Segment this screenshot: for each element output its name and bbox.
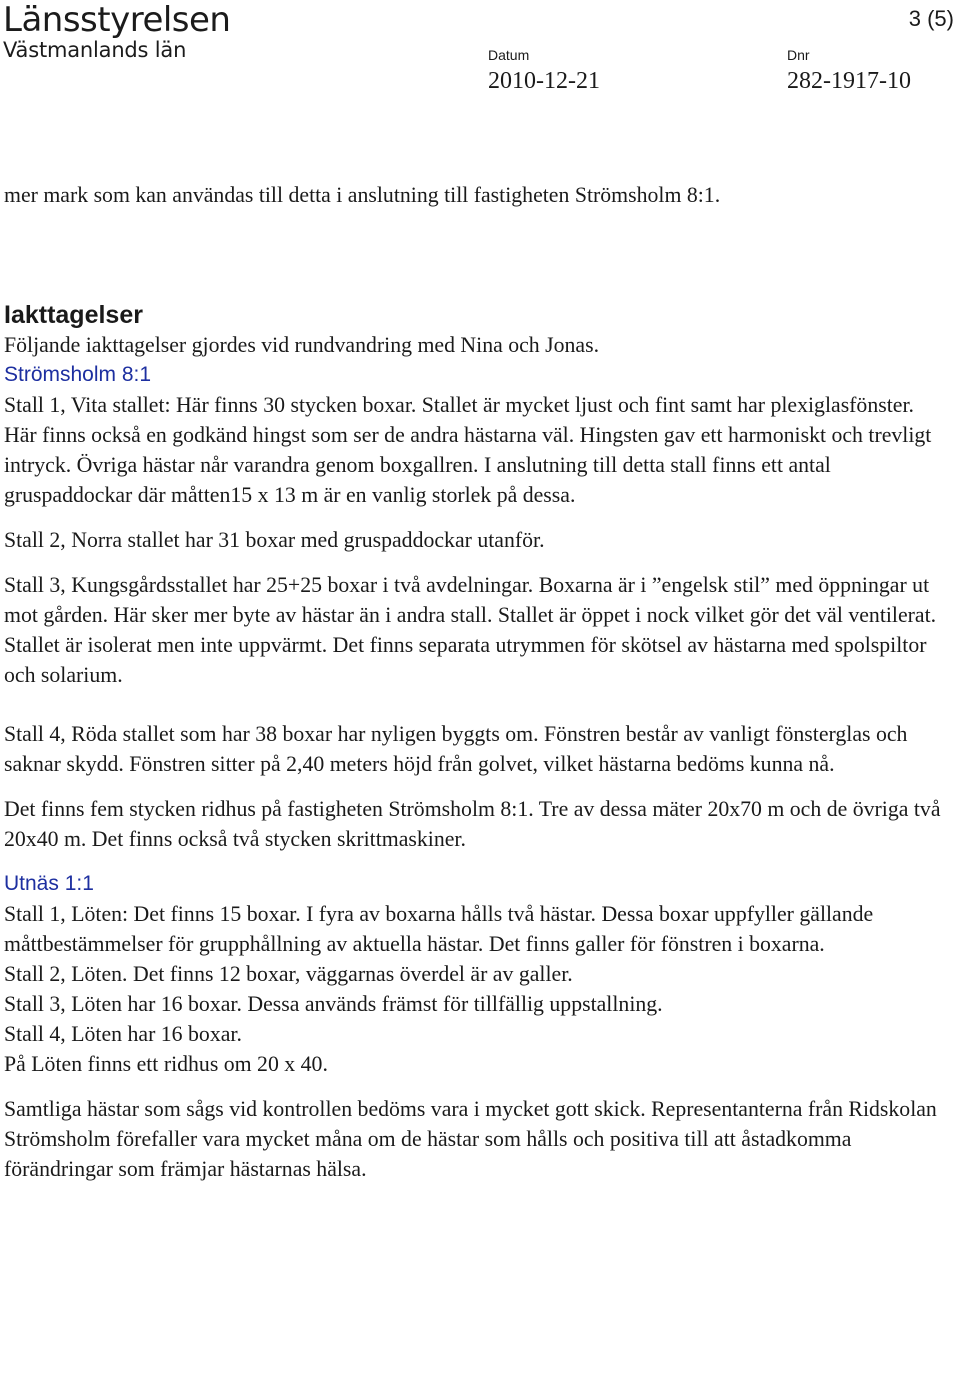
utnas-line: Stall 4, Löten har 16 boxar. bbox=[4, 1022, 242, 1046]
stall-4-paragraph: Stall 4, Röda stallet som har 38 boxar har nyligen byggts om. Fönstren består av vanligt fönsterglas och saknar skydd. Fönstren sitter på 2,40 meters höjd från golvet, vilket hästarna bedöms kunna nå. bbox=[4, 722, 908, 776]
subsection-title-utnas: Utnäs 1:1 bbox=[4, 872, 94, 895]
stall-3-paragraph: Stall 3, Kungsgårdsstallet har 25+25 boxar i två avdelningar. Boxarna är i ”engelsk stil” med öppningar ut mot gården. Här sker mer byte av hästar än i andra stall. Stallet är öppet i nock vilket gör det väl ventilerat. Stallet är isolerat men inte uppvärmt. Det finns separata utrymmen för skötsel av hästarna med spolspiltor och solarium. bbox=[4, 573, 937, 687]
dnr-value: 282-1917-10 bbox=[787, 68, 911, 94]
lead-paragraph: Följande iakttagelser gjordes vid rundvandring med Nina och Jonas. bbox=[4, 333, 600, 357]
stall-2-paragraph: Stall 2, Norra stallet har 31 boxar med gruspaddockar utanför. bbox=[4, 528, 545, 552]
logo-region: Västmanlands län bbox=[3, 38, 187, 62]
dnr-label: Dnr bbox=[787, 47, 810, 63]
section-heading: Iakttagelser bbox=[4, 301, 143, 329]
logo-name: Länsstyrelsen bbox=[3, 0, 231, 40]
ridhus-paragraph: Det finns fem stycken ridhus på fastigheten Strömsholm 8:1. Tre av dessa mäter 20x70 m och de övriga två 20x40 m. Det finns också två stycken skrittmaskiner. bbox=[4, 797, 941, 851]
conclusion-paragraph: Samtliga hästar som sågs vid kontrollen bedöms vara i mycket gott skick. Representanterna från Ridskolan Strömsholm förefaller vara mycket måna om de hästar som hålls och positiva till att åstadkomma förändringar som främjar hästarnas hälsa. bbox=[4, 1097, 937, 1181]
utnas-line: Stall 1, Löten: Det finns 15 boxar. I fyra av boxarna hålls två hästar. Dessa boxar uppfyller gällande måttbestämmelser för grupphållning av aktuella hästar. Det finns galler för fönstren i boxarna. bbox=[4, 902, 874, 956]
date-value: 2010-12-21 bbox=[488, 68, 600, 94]
agency-logo bbox=[3, 2, 230, 62]
date-label: Datum bbox=[488, 47, 530, 63]
utnas-line: Stall 3, Löten har 16 boxar. Dessa används främst för tillfällig uppstallning. bbox=[4, 992, 663, 1016]
stall-1-paragraph: Stall 1, Vita stallet: Här finns 30 stycken boxar. Stallet är mycket ljust och fint samt har plexiglasfönster. Här finns också en godkänd hingst som ser de andra hästarna väl. Hingsten gav ett harmoniskt och trevligt intryck. Övriga hästar når varandra genom boxgallren. I anslutning till detta stall finns ett antal gruspaddockar där måtten15 x 13 m är en vanlig storlek på dessa. bbox=[4, 393, 932, 507]
utnas-line: På Löten finns ett ridhus om 20 x 40. bbox=[4, 1052, 328, 1076]
subsection-title-stromsholm: Strömsholm 8:1 bbox=[4, 363, 152, 386]
utnas-line: Stall 2, Löten. Det finns 12 boxar, väggarnas överdel är av galler. bbox=[4, 962, 573, 986]
intro-paragraph: mer mark som kan användas till detta i anslutning till fastigheten Strömsholm 8:1. bbox=[4, 183, 721, 207]
document-body bbox=[4, 180, 944, 1184]
page-number: 3 (5) bbox=[908, 6, 954, 31]
